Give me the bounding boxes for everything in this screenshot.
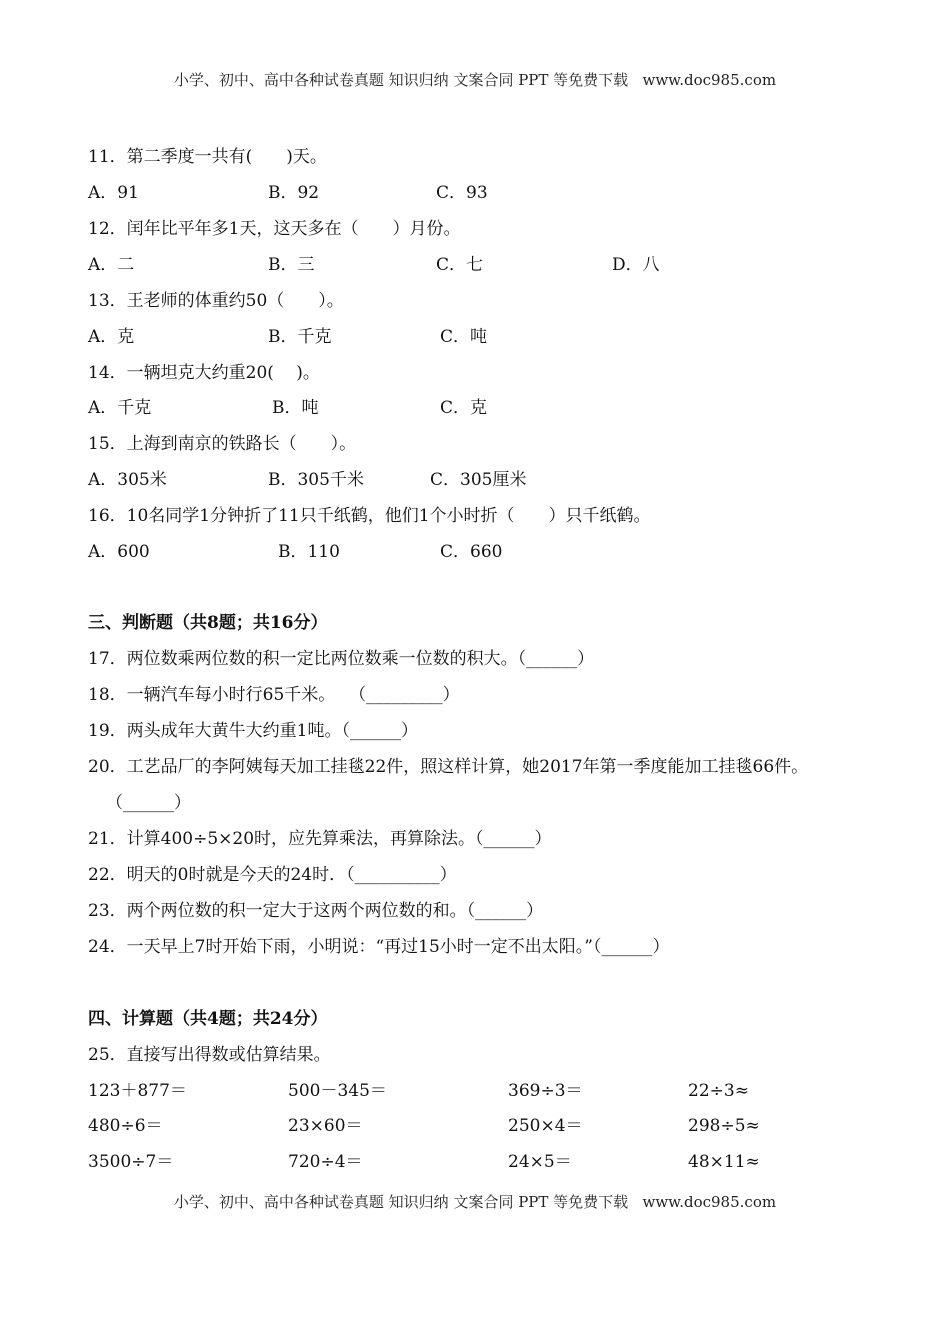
question-19: 19．两头成年大黄牛大约重1吨。（______） (88, 721, 418, 741)
option-16-c: C．660 (440, 542, 503, 562)
option-14-a: A．千克 (88, 398, 152, 418)
question-16: 16．10名同学1分钟折了11只千纸鹤，他们1个小时折（ ）只千纸鹤。 (88, 506, 651, 526)
calc-item: 480÷6＝ (88, 1116, 163, 1136)
option-12-a: A．二 (88, 255, 135, 275)
question-20: 20．工艺品厂的李阿姨每天加工挂毯22件，照这样计算，她2017年第一季度能加工挂毯66件。 (88, 757, 809, 777)
judge-section-title: 三、判断题（共8题；共16分） (88, 613, 328, 633)
option-15-b: B．305千米 (268, 470, 364, 490)
option-13-c: C．吨 (440, 327, 488, 347)
option-16-a: A．600 (88, 542, 150, 562)
option-15-c: C．305厘米 (430, 470, 527, 490)
question-22: 22．明天的0时就是今天的24时．（__________） (88, 865, 457, 885)
question-11: 11．第二季度一共有( )天。 (88, 147, 327, 167)
option-15-a: A．305米 (88, 470, 167, 490)
calc-item: 123＋877＝ (88, 1081, 187, 1101)
calc-item: 3500÷7＝ (88, 1152, 174, 1172)
calc-item: 48×11≈ (688, 1152, 760, 1172)
question-25: 25．直接写出得数或估算结果。 (88, 1045, 331, 1065)
question-12: 12．闰年比平年多1天，这天多在（ ）月份。 (88, 219, 461, 239)
question-20-answer-blank: （______） (106, 793, 191, 813)
calc-item: 369÷3＝ (508, 1081, 583, 1101)
option-12-c: C．七 (436, 255, 484, 275)
page-header: 小学、初中、高中各种试卷真题 知识归纳 文案合同 PPT 等免费下载 www.doc985.com (173, 71, 777, 89)
calc-item: 720÷4＝ (288, 1152, 363, 1172)
question-18: 18．一辆汽车每小时行65千米。 （_________） (88, 685, 460, 705)
option-13-b: B．千克 (268, 327, 332, 347)
question-23: 23．两个两位数的积一定大于这两个两位数的和。（______） (88, 901, 544, 921)
question-15: 15．上海到南京的铁路长（ ）。 (88, 434, 357, 454)
option-11-c: C．93 (436, 183, 488, 203)
calc-section-title: 四、计算题（共4题；共24分） (88, 1009, 328, 1029)
calc-item: 298÷5≈ (688, 1116, 760, 1136)
option-16-b: B．110 (278, 542, 340, 562)
option-12-b: B．三 (268, 255, 315, 275)
option-14-b: B．吨 (272, 398, 319, 418)
question-17: 17．两位数乘两位数的积一定比两位数乘一位数的积大。（______） (88, 649, 595, 669)
option-13-a: A．克 (88, 327, 135, 347)
calc-item: 23×60＝ (288, 1116, 363, 1136)
calc-item: 250×4＝ (508, 1116, 583, 1136)
option-11-a: A．91 (88, 183, 139, 203)
option-14-c: C．克 (440, 398, 488, 418)
question-14: 14．一辆坦克大约重20( )。 (88, 363, 320, 383)
calc-item: 24×5＝ (508, 1152, 572, 1172)
calc-item: 22÷3≈ (688, 1081, 749, 1101)
option-12-d: D．八 (612, 255, 660, 275)
option-11-b: B．92 (268, 183, 320, 203)
question-13: 13．王老师的体重约50（ ）。 (88, 291, 344, 311)
question-21: 21．计算400÷5×20时，应先算乘法，再算除法。（______） (88, 829, 552, 849)
page-footer: 小学、初中、高中各种试卷真题 知识归纳 文案合同 PPT 等免费下载 www.doc985.com (173, 1193, 777, 1211)
calc-item: 500－345＝ (288, 1081, 387, 1101)
question-24: 24．一天早上7时开始下雨，小明说：“再过15小时一定不出太阳。”（______） (88, 937, 670, 957)
